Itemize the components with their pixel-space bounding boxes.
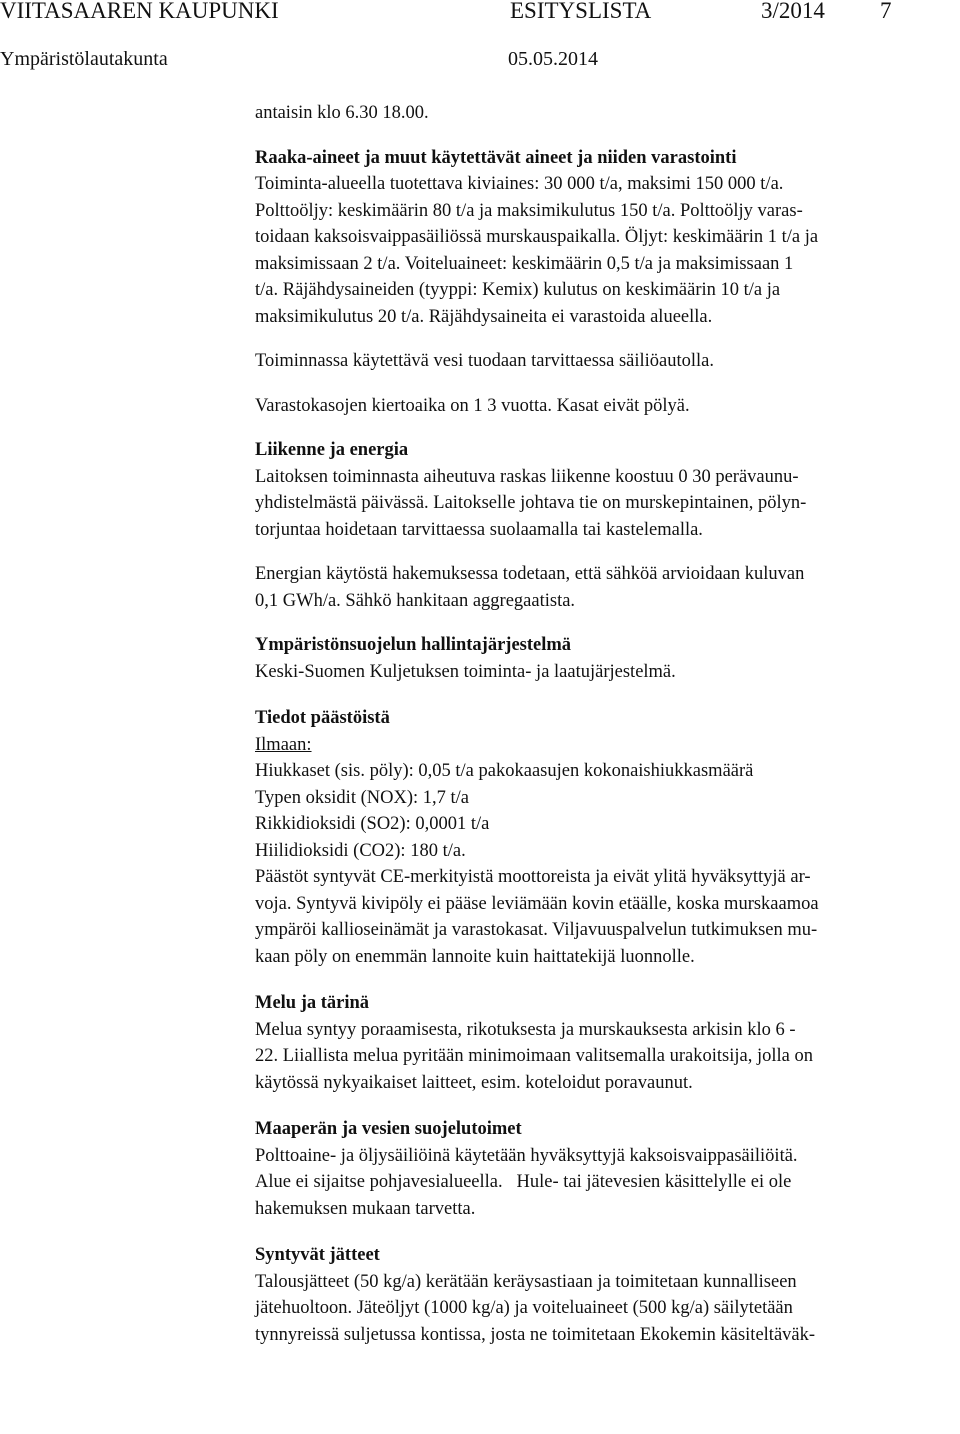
document-type: ESITYSLISTA <box>510 0 652 23</box>
paragraph-line: Päästöt syntyvät CE-merkityistä moottoreista ja eivät ylitä hyväksyttyjä ar- <box>255 867 811 887</box>
paragraph-line: toidaan kaksoisvaippasäiliössä murskauspaikalla. Öljyt: keskimäärin 1 t/a ja <box>255 227 819 247</box>
issue-number: 3/2014 <box>761 0 825 23</box>
paragraph-line: yhdistelmästä päivässä. Laitokselle johtava tie on murskepintainen, pölyn- <box>255 493 807 513</box>
raw-materials-heading: Raaka-aineet ja muut käytettävät aineet ja niiden varastointi <box>255 147 737 168</box>
noise-heading: Melu ja tärinä <box>255 993 370 1013</box>
paragraph-line: Melua syntyy poraamisesta, rikotuksesta ja murskauksesta arkisin klo 6 - <box>255 1019 796 1040</box>
ems-heading: Ympäristönsuojelun hallintajärjestelmä <box>255 635 572 655</box>
waste-heading: Syntyvät jätteet <box>255 1245 380 1265</box>
paragraph-line: torjuntaa hoidetaan tarvittaessa suolaamalla tai kastelemalla. <box>255 519 703 540</box>
paragraph-line: maksimissaan 2 t/a. Voiteluaineet: keskimäärin 0,5 t/a ja maksimissaan 1 <box>255 253 794 274</box>
paragraph-line: hakemuksen mukaan tarvetta. <box>255 1198 476 1219</box>
paragraph-line: Talousjätteet (50 kg/a) kerätään keräysastiaan ja toimitetaan kunnalliseen <box>255 1271 797 1292</box>
emissions-heading: Tiedot päästöistä <box>255 708 390 728</box>
soil-heading: Maaperän ja vesien suojelutoimet <box>255 1119 522 1139</box>
paragraph-line: Laitoksen toiminnasta aiheutuva raskas liikenne koostuu 0 30 perävaunu- <box>255 466 799 487</box>
paragraph-line: Hiukkaset (sis. pöly): 0,05 t/a pakokaasujen kokonaishiukkasmäärä <box>255 761 754 781</box>
stock-line: Varastokasojen kiertoaika on 1 3 vuotta. Kasat eivät pölyä. <box>255 395 690 416</box>
paragraph-line: t/a. Räjähdysaineiden (tyyppi: Kemix) kulutus on keskimäärin 10 t/a ja <box>255 280 781 300</box>
paragraph-line: Polttoaine- ja öljysäiliöinä käytetään hyväksyttyjä kaksoisvaippasäiliöitä. <box>255 1145 798 1166</box>
paragraph-line: Hiilidioksidi (CO2): 180 t/a. <box>255 840 466 861</box>
paragraph-line: ympäröi kallioseinämät ja varastokasat. Viljavuuspalvelun tutkimuksen mu- <box>255 920 818 940</box>
paragraph-line: Rikkidioksidi (SO2): 0,0001 t/a <box>255 814 490 834</box>
organization-name: VIITASAAREN KAUPUNKI <box>0 0 279 23</box>
page-header <box>0 0 960 80</box>
paragraph-line: Typen oksidit (NOX): 1,7 t/a <box>255 787 469 808</box>
traffic-heading: Liikenne ja energia <box>255 440 409 460</box>
paragraph-line: 22. Liiallista melua pyritään minimoimaan valitsemalla urakoitsija, jolla on <box>255 1046 813 1066</box>
paragraph-line: voja. Syntyvä kivipöly ei pääse leviämään kovin etäälle, koska murskaamoa <box>255 893 819 914</box>
paragraph-line: Energian käytöstä hakemuksessa todetaan, että sähköä arvioidaan kuluvan <box>255 564 805 584</box>
paragraph-line: 0,1 GWh/a. Sähkö hankitaan aggregaatista. <box>255 590 576 611</box>
meeting-date: 05.05.2014 <box>508 48 598 70</box>
water-line: Toiminnassa käytettävä vesi tuodaan tarvittaessa säiliöautolla. <box>255 351 715 371</box>
paragraph-line: jätehuoltoon. Jäteöljyt (1000 kg/a) ja voiteluaineet (500 kg/a) säilytetään <box>255 1298 793 1318</box>
document-body <box>255 100 960 1348</box>
paragraph-line: maksimikulutus 20 t/a. Räjähdysaineita ei varastoida alueella. <box>255 306 713 327</box>
emissions-subheading: Ilmaan: <box>255 734 312 755</box>
paragraph-line: Toiminta-alueella tuotettava kiviaines: 30 000 t/a, maksimi 150 000 t/a. <box>255 174 784 194</box>
paragraph-line: käytössä nykyaikaiset laitteet, esim. koteloidut poravaunut. <box>255 1072 693 1093</box>
paragraph-line: Alue ei sijaitse pohjavesialueella. Hule- tai jätevesien käsittelylle ei ole <box>255 1172 792 1192</box>
intro-line: antaisin klo 6.30 18.00. <box>255 103 429 123</box>
committee-name: Ympäristölautakunta <box>0 48 168 70</box>
page-number: 7 <box>880 0 892 23</box>
paragraph-line: tynnyreissä suljetussa kontissa, josta ne toimitetaan Ekokemin käsiteltäväk- <box>255 1324 816 1345</box>
paragraph-line: kaan pöly on enemmän lannoite kuin haittatekijä luonnolle. <box>255 946 695 967</box>
paragraph-line: Keski-Suomen Kuljetuksen toiminta- ja laatujärjestelmä. <box>255 661 676 682</box>
paragraph-line: Polttoöljy: keskimäärin 80 t/a ja maksimikulutus 150 t/a. Polttoöljy varas- <box>255 200 803 221</box>
